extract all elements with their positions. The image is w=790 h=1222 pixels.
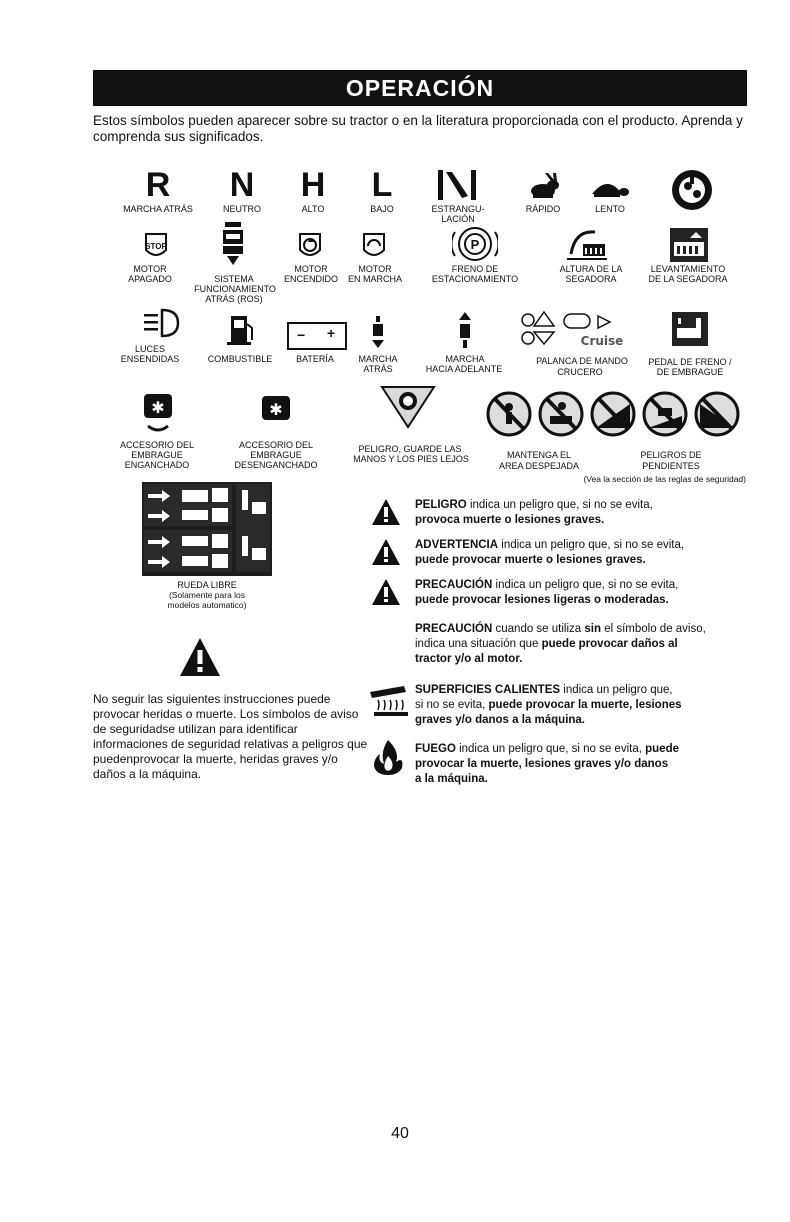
freewheel-label-2: (Solamente para los bbox=[168, 590, 246, 600]
no-slope-side-icon bbox=[644, 393, 686, 435]
rabbit-icon bbox=[520, 172, 566, 202]
neutral-label: NEUTRO bbox=[223, 204, 261, 214]
caution-line-1 bbox=[415, 578, 760, 592]
fire-term: FUEGO bbox=[415, 743, 456, 755]
height-label-2: SEGADORA bbox=[565, 274, 617, 284]
motor-off-label-2: APAGADO bbox=[128, 274, 172, 284]
hot-line-2 bbox=[415, 698, 760, 712]
parking-label-1: FRENO DE bbox=[451, 264, 499, 274]
svg-text:✱: ✱ bbox=[269, 400, 283, 419]
headlights-icon bbox=[140, 306, 180, 340]
pto-on-label-3: ENGANCHADO bbox=[124, 460, 190, 470]
ignition-key-icon bbox=[670, 168, 714, 212]
pto-disengaged-icon bbox=[260, 394, 292, 424]
choke-label-1: ESTRANGU- bbox=[431, 204, 485, 214]
pto-off-label-1: ACCESORIO DEL bbox=[238, 440, 314, 450]
reverse-operation-system-icon bbox=[218, 222, 248, 266]
neutral-glyph: N bbox=[229, 166, 255, 204]
warning-alert-icon bbox=[370, 538, 402, 566]
forward-gear-icon bbox=[454, 312, 476, 350]
forward-gear-label-2: HACIA ADELANTE bbox=[425, 364, 503, 374]
caution-alert-icon bbox=[370, 578, 402, 606]
caution2-line-3: tractor y/o al motor. bbox=[415, 653, 523, 665]
motor-start-label-2: ENCENDIDO bbox=[283, 274, 338, 284]
lights-label-1: LUCES bbox=[134, 344, 165, 354]
cruise-label-1: PALANCA DE MANDO bbox=[536, 356, 628, 366]
no-slope-up-icon bbox=[592, 393, 634, 435]
danger-line-2: provoca muerte o lesiones graves. bbox=[415, 514, 605, 526]
brake-pedal-icon bbox=[672, 312, 708, 346]
svg-text:STOP: STOP bbox=[145, 242, 167, 251]
low-glyph: L bbox=[371, 166, 393, 204]
danger-text: indica un peligro que, si no se evita, bbox=[466, 499, 653, 511]
mower-height-icon bbox=[565, 224, 609, 262]
caution2-line-2b: puede provocar daños al bbox=[541, 638, 678, 650]
pto-off-label-3: DESENGANCHADO bbox=[234, 460, 318, 470]
danger-line-1 bbox=[415, 498, 755, 512]
hands-label-2: MANOS Y LOS PIES LEJOS bbox=[353, 454, 469, 464]
safety-paragraph: No seguir las siguientes instrucciones puede provocar heridas o muerte. Los símbolos de aviso de seguridadse utilizan para identificar informaciones de seguridad relativas a peligros que puedenprovocar la muerte, heridas graves y/o daños a la máquina. bbox=[93, 692, 368, 781]
parking-brake-icon bbox=[452, 224, 498, 264]
hot-line-2a: si no se evita, bbox=[415, 699, 489, 711]
page-title: OPERACIÓN bbox=[345, 74, 495, 101]
motor-off-label-1: MOTOR bbox=[133, 264, 167, 274]
height-label-1: ALTURA DE LA bbox=[559, 264, 623, 274]
no-children-icon bbox=[488, 393, 530, 435]
svg-text:✱: ✱ bbox=[151, 398, 165, 417]
fire-line-3: a la máquina. bbox=[415, 773, 488, 785]
motor-run-icon bbox=[358, 230, 390, 260]
mower-lift-icon bbox=[670, 228, 708, 262]
hands-label-1: PELIGRO, GUARDE LAS bbox=[358, 444, 462, 454]
warning-line-2: puede provocar muerte o lesiones graves. bbox=[415, 554, 646, 566]
warning-term: ADVERTENCIA bbox=[415, 539, 499, 551]
pto-engaged-icon bbox=[142, 392, 174, 432]
fast-label: RÁPIDO bbox=[525, 204, 561, 214]
safety-alert-icon bbox=[178, 636, 222, 678]
freewheel-label-3: modelos automatico) bbox=[167, 600, 247, 610]
high-label: ALTO bbox=[301, 204, 325, 214]
battery-label: BATERÍA bbox=[296, 354, 334, 364]
lift-label-2: DE LA SEGADORA bbox=[648, 274, 728, 284]
page-title-banner bbox=[93, 70, 747, 106]
hot-surface-icon bbox=[368, 682, 410, 722]
brake-label-1: PEDAL DE FRENO / bbox=[648, 357, 732, 367]
battery-icon bbox=[287, 322, 347, 350]
caution2-line-2 bbox=[415, 637, 760, 651]
hot-text: indica un peligro que, bbox=[560, 684, 673, 696]
reverse-glyph: R bbox=[145, 166, 171, 204]
danger-alert-icon bbox=[370, 498, 402, 526]
ros-label-3: ATRÁS (ROS) bbox=[205, 294, 263, 304]
warning-line-1 bbox=[415, 538, 760, 552]
warning-text: indica un peligro que, si no se evita, bbox=[498, 539, 685, 551]
caution2-term: PRECAUCIÓN bbox=[415, 623, 493, 635]
fire-text: indica un peligro que, si no se evita, bbox=[455, 743, 646, 755]
ros-label-2: FUNCIONAMIENTO bbox=[194, 284, 276, 294]
safety-rules-note: (Vea la sección de las reglas de seguridad) bbox=[583, 474, 746, 484]
battery-plus: + bbox=[327, 325, 336, 341]
motor-run-label-1: MOTOR bbox=[358, 264, 392, 274]
reverse-gear-label-1: MARCHA bbox=[358, 354, 398, 364]
hot-line-2b: puede provocar la muerte, lesiones bbox=[488, 699, 682, 711]
motor-start-label-1: MOTOR bbox=[294, 264, 328, 274]
motor-start-icon bbox=[294, 230, 326, 260]
reverse-label: MARCHA ATRÁS bbox=[123, 204, 193, 214]
choke-icon bbox=[432, 168, 482, 202]
caution-line-2: puede provocar lesiones ligeras o moderadas. bbox=[415, 594, 669, 606]
hands-feet-danger-icon bbox=[380, 385, 436, 429]
hot-line-1 bbox=[415, 683, 760, 697]
svg-text:P: P bbox=[470, 237, 480, 252]
pto-on-label-1: ACCESORIO DEL bbox=[119, 440, 195, 450]
caution2-line-2a: indica una situación que bbox=[415, 638, 542, 650]
hot-line-3: graves y/o danos a la máquina. bbox=[415, 714, 586, 726]
lift-label-1: LEVANTAMIENTO bbox=[650, 264, 726, 274]
choke-label-2: LACIÓN bbox=[441, 214, 475, 224]
pto-off-label-2: EMBRAGUE bbox=[250, 450, 302, 460]
caution2-text-a: cuando se utiliza bbox=[492, 623, 585, 635]
fire-line-1 bbox=[415, 742, 760, 756]
slopes-label-1: PELIGROS DE bbox=[640, 450, 702, 460]
turtle-icon bbox=[585, 176, 631, 202]
parking-label-2: ESTACIONAMIENTO bbox=[431, 274, 519, 284]
stop-motor-icon bbox=[140, 230, 172, 260]
no-slope-down-icon bbox=[696, 393, 738, 435]
brake-label-2: DE EMBRAGUE bbox=[656, 367, 724, 377]
caution2-text-b: el símbolo de aviso, bbox=[601, 623, 706, 635]
no-passengers-icon bbox=[540, 393, 582, 435]
forward-gear-label-1: MARCHA bbox=[445, 354, 485, 364]
reverse-gear-icon bbox=[367, 316, 389, 350]
danger-term: PELIGRO bbox=[415, 499, 467, 511]
ros-label-1: SISTEMA bbox=[214, 274, 254, 284]
caution-text: indica un peligro que, si no se evita, bbox=[492, 579, 679, 591]
cruise-word: Cruise bbox=[580, 334, 624, 348]
lights-label-2: ENSENDIDAS bbox=[120, 354, 180, 364]
pto-on-label-2: EMBRAGUE bbox=[131, 450, 183, 460]
freewheel-label-1: RUEDA LIBRE bbox=[177, 580, 237, 590]
caution-term: PRECAUCIÓN bbox=[415, 579, 493, 591]
slow-label: LENTO bbox=[595, 204, 625, 214]
clear-label-1: MANTENGA EL bbox=[506, 450, 571, 460]
motor-run-label-2: EN MARCHA bbox=[347, 274, 402, 284]
caution2-sin: sin bbox=[584, 623, 601, 635]
prohibition-icons-group bbox=[486, 390, 746, 438]
fuel-label: COMBUSTIBLE bbox=[207, 354, 273, 364]
clear-label-2: AREA DESPEJADA bbox=[498, 461, 580, 471]
slopes-label-2: PENDIENTES bbox=[642, 461, 700, 471]
battery-minus: − bbox=[297, 327, 306, 343]
page-number: 40 bbox=[391, 1125, 409, 1142]
fire-icon bbox=[370, 738, 406, 776]
fuel-pump-icon bbox=[225, 314, 255, 346]
low-label: BAJO bbox=[370, 204, 394, 214]
freewheel-diagram bbox=[142, 482, 272, 576]
intro-text: Estos símbolos pueden aparecer sobre su tractor o en la literatura proporcionada con el producto. Aprenda y comprenda sus significados. bbox=[93, 113, 743, 144]
high-glyph: H bbox=[300, 166, 326, 204]
reverse-gear-label-2: ATRÁS bbox=[363, 364, 393, 374]
caution2-line-1 bbox=[415, 622, 760, 636]
cruise-label-2: CRUCERO bbox=[557, 367, 603, 377]
fire-line-2: provocar la muerte, lesiones graves y/o danos bbox=[415, 758, 669, 770]
hot-term: SUPERFICIES CALIENTES bbox=[415, 684, 561, 696]
fire-text-bold: puede bbox=[645, 743, 679, 755]
